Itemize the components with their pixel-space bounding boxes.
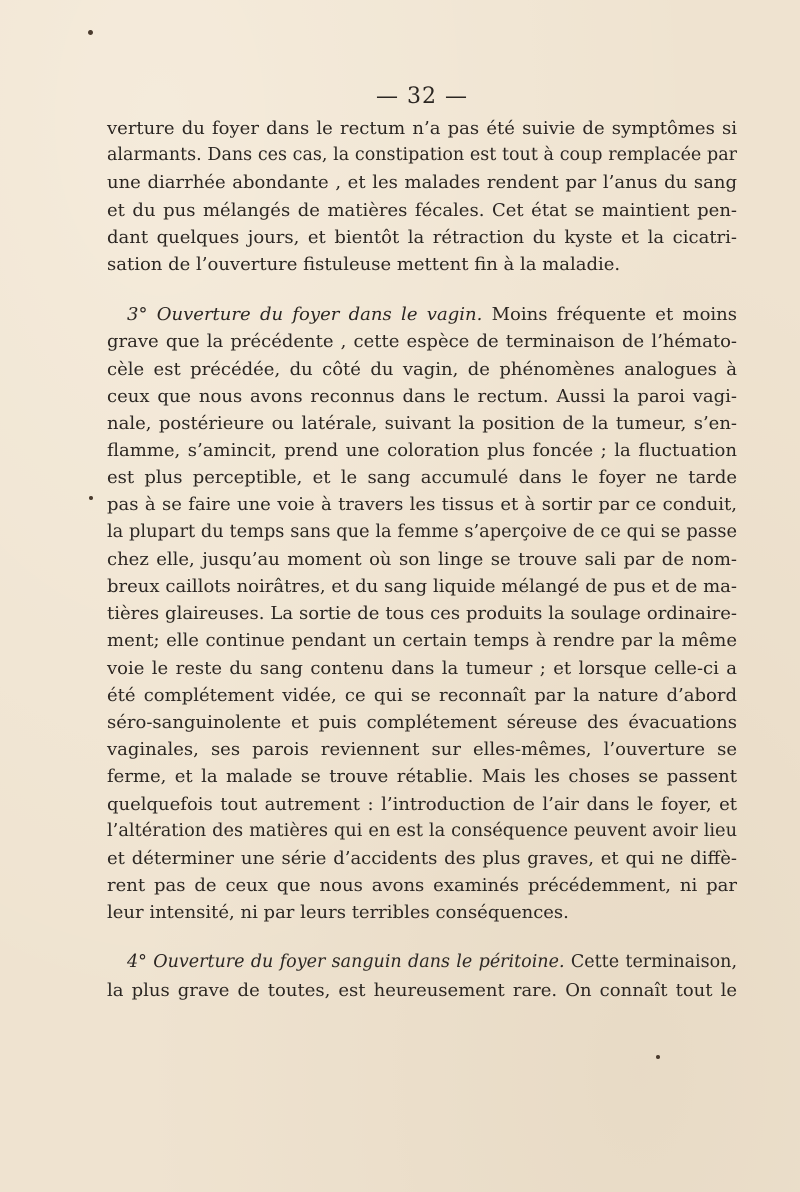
book-page [107, 84, 737, 1004]
text-line: alarmants. Dans ces cas, la constipation est tout à coup remplacée par [107, 145, 737, 166]
text-line: tières glaireuses. La sortie de tous ces produits la soulage ordinaire- [107, 603, 737, 625]
text-line: la plupart du temps sans que la femme s’aperçoive de ce qui se passe [107, 521, 737, 542]
paragraph-peritoine [107, 949, 737, 1003]
heading-line-rest: Moins fréquente et moins [482, 304, 737, 326]
text-line: et du pus mélangés de matières fécales. Cet état se maintient pen- [107, 199, 737, 221]
text-line: voie le reste du sang contenu dans la tumeur ; et lorsque celle-ci a [107, 657, 737, 679]
ink-speck [656, 1055, 660, 1059]
text-line: breux caillots noirâtres, et du sang liquide mélangé de pus et de ma- [107, 576, 737, 597]
paragraph-rectum-conclusion [107, 115, 737, 278]
text-line: ment; elle continue pendant un certain temps à rendre par la même [107, 630, 737, 652]
text-line: nale, postérieure ou latérale, suivant la position de la tumeur, s’en- [107, 412, 737, 434]
text-line: rent pas de ceux que nous avons examinés précédemment, ni par [107, 875, 737, 897]
text-line [107, 949, 737, 976]
ink-speck [89, 496, 93, 500]
text-line: ferme, et la malade se trouve rétablie. Mais les choses se passent [107, 766, 737, 788]
heading-line-rest: Cette terminaison, [564, 952, 738, 973]
text-line: pas à se faire une voie à travers les tissus et à sortir par ce conduit, [107, 494, 737, 516]
paragraph-vagin [107, 301, 737, 926]
text-line: une diarrhée abondante , et les malades rendent par l’anus du sang [107, 172, 737, 194]
text-line: la plus grave de toutes, est heureusement rare. On connaît tout le [107, 979, 737, 1001]
text-line: est plus perceptible, et le sang accumulé dans le foyer ne tarde [107, 467, 737, 489]
text-line: leur intensité, ni par leurs terribles conséquences. [107, 902, 569, 924]
text-line: cèle est précédée, du côté du vagin, de phénomènes analogues à [107, 358, 737, 380]
text-line: ceux que nous avons reconnus dans le rectum. Aussi la paroi vagi- [107, 385, 737, 407]
ink-speck [88, 30, 93, 35]
text-line: grave que la précédente , cette espèce de terminaison de l’hémato- [107, 331, 737, 353]
text-line: verture du foyer dans le rectum n’a pas été suivie de symptômes si [107, 118, 737, 139]
text-line: été complétement vidée, ce qui se reconnaît par la nature d’abord [107, 684, 737, 706]
text-line: quelquefois tout autrement : l’introduction de l’air dans le foyer, et [107, 793, 737, 815]
text-line: dant quelques jours, et bientôt la rétraction du kyste et la cicatri- [107, 226, 737, 248]
section-heading-peritoine: 4° Ouverture du foyer sanguin dans le péritoine. [127, 952, 565, 973]
text-line: séro-sanguinolente et puis complétement séreuse des évacuations [107, 711, 737, 733]
text-line: flamme, s’amincit, prend une coloration plus foncée ; la fluctuation [107, 440, 737, 462]
page-number: — 32 — [376, 84, 468, 109]
text-line: chez elle, jusqu’au moment où son linge se trouve sali par de nom- [107, 548, 737, 570]
text-line [107, 301, 737, 328]
text-line: et déterminer une série d’accidents des plus graves, et qui ne diffè- [107, 847, 737, 869]
text-line: vaginales, ses parois reviennent sur elles-mêmes, l’ouverture se [107, 739, 737, 761]
text-line: l’altération des matières qui en est la conséquence peuvent avoir lieu [107, 820, 737, 841]
text-line: sation de l’ouverture fistuleuse mettent fin à la maladie. [107, 253, 621, 275]
section-heading-vagin: 3° Ouverture du foyer dans le vagin. [127, 304, 483, 326]
